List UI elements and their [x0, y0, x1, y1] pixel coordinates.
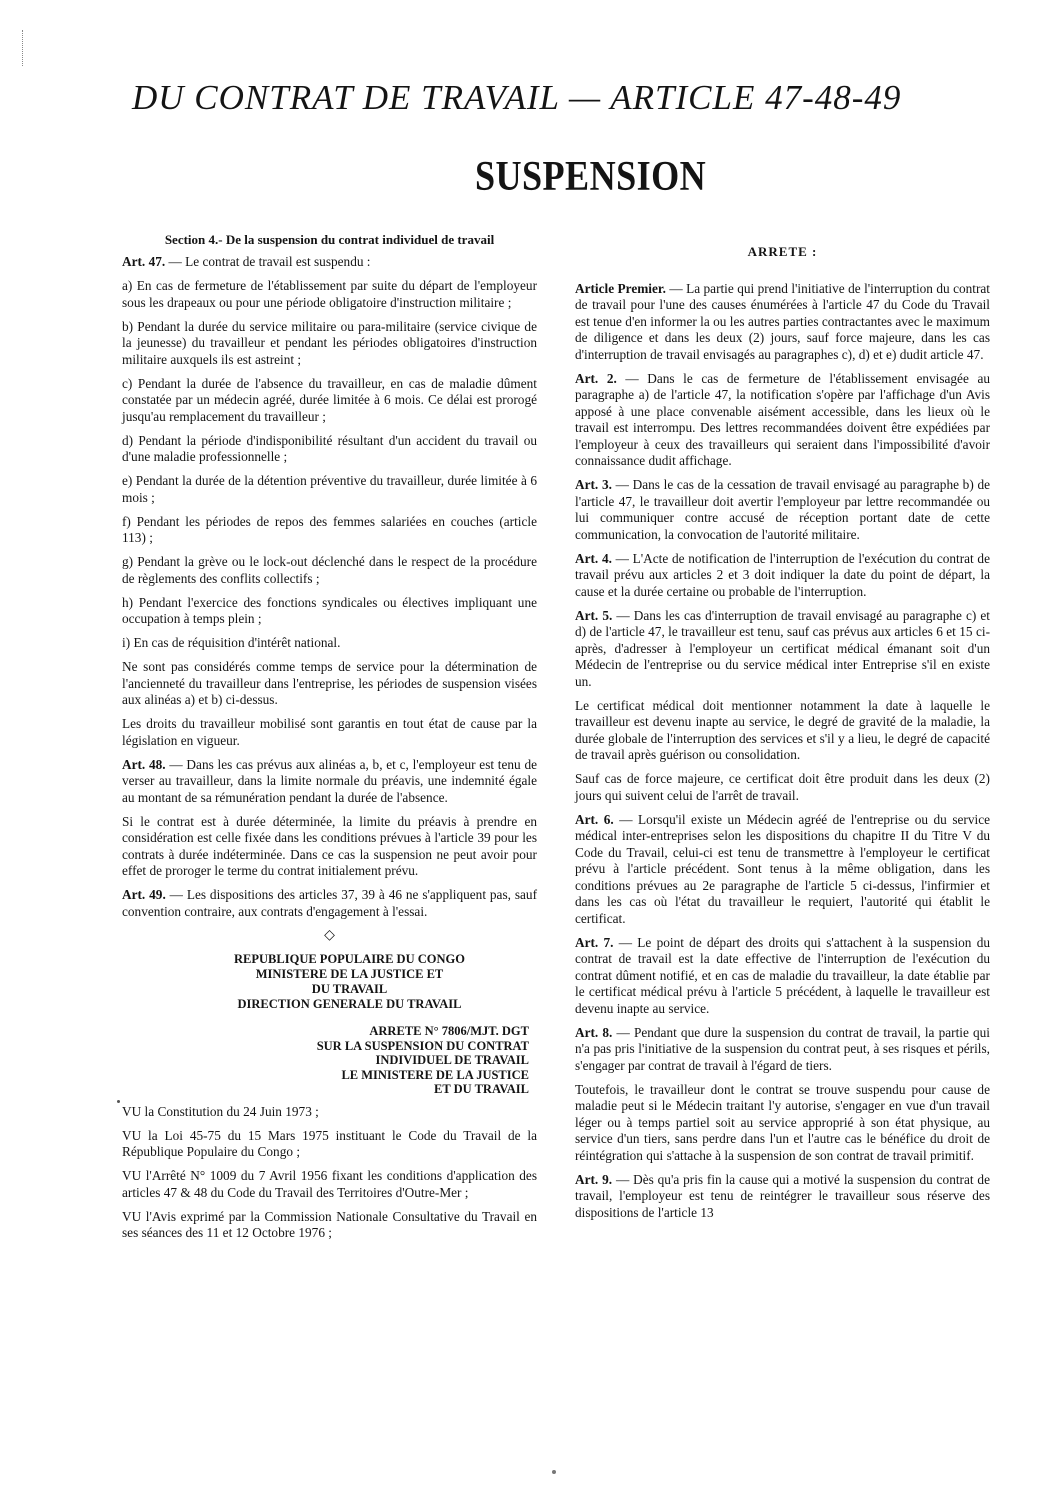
- article-47-item-h: h) Pendant l'exercice des fonctions syndicales ou électives impliquant une occupation à temps plein ;: [122, 594, 537, 626]
- vu-clause: VU la Constitution du 24 Juin 1973 ;: [122, 1103, 319, 1119]
- arrete-ref-line: ET DU TRAVAIL: [434, 1082, 529, 1096]
- article-6: [575, 812, 990, 928]
- article-47-item-a: a) En cas de fermeture de l'établissement par suite du départ de l'employeur sous les drapeaux ou pour une période obligatoire d'instruction militaire ;: [122, 278, 537, 310]
- article-label: Art. 9.: [575, 1171, 613, 1187]
- article-label: Article Premier.: [575, 280, 666, 296]
- margin-dot: [117, 1100, 120, 1103]
- article-47-item-f: f) Pendant les périodes de repos des femmes salariées en couches (article 113) ;: [122, 513, 537, 545]
- article-49: [122, 887, 537, 920]
- article-47-text: — Le contrat de travail est suspendu :: [165, 254, 371, 269]
- vu-clause: VU la Loi 45-75 du 15 Mars 1975 instituant le Code du Travail de la République Populaire du Congo ;: [122, 1127, 537, 1159]
- ministry-line: REPUBLIQUE POPULAIRE DU CONGO: [234, 952, 465, 966]
- section-title: Section 4.- De la suspension du contrat individuel de travail: [164, 232, 495, 247]
- ministry-line: DIRECTION GENERALE DU TRAVAIL: [237, 997, 462, 1011]
- article-47-para-1: Ne sont pas considérés comme temps de service pour la détermination de l'ancienneté du travailleur dans l'entreprise, les périodes de suspension visées aux alinéas a) et b) ci-dessus.: [122, 659, 537, 707]
- page-header: [0, 78, 1060, 213]
- article-48-para: Si le contrat est à durée déterminée, la limite du préavis à prendre en considération est celle fixée dans les conditions prévues à l'article 39 pour les contrats à durée indéterminée. Dans ce cas la suspension ne peut avoir pour effet de proroger le terme du contrat initialement prévu.: [122, 813, 537, 878]
- ministry-header: [122, 952, 537, 1012]
- article-48: [122, 757, 537, 807]
- arrete-ref-line: INDIVIDUEL DE TRAVAIL: [375, 1053, 529, 1067]
- article-label: Art. 6.: [575, 811, 614, 827]
- arrete-heading: ARRETE :: [747, 244, 818, 259]
- article-text: — Dans le cas de fermeture de l'établissement envisagée au paragraphe a) de l'article 47, la notification s'opère par l'affichage d'un Avis apposé à une place convenable aisément accessible, dans les lieux où le travail est interrompu. Des lettres recommandées doivent être expédiées par l'employeur à ceux des travailleurs qui seraient dans l'impossibilité d'avoir connaissance dudit affichage.: [575, 370, 990, 468]
- article-48-text: — Dans les cas prévus aux alinéas a, b, et c, l'employeur est tenu de verser au travailleur, dans la limite normale du préavis, une indemnité égale au montant de sa rémunération pendant la durée de l'absence.: [122, 756, 538, 805]
- article-9: [575, 1172, 990, 1222]
- article-5-para-3: Sauf cas de force majeure, ce certificat doit être produit dans les deux (2) jours qui suivent celui de l'arrêt de travail.: [575, 771, 990, 803]
- article-48-label: Art. 48.: [122, 756, 166, 772]
- arrete-ref-line: LE MINISTERE DE LA JUSTICE: [341, 1067, 529, 1082]
- ministry-line: MINISTERE DE LA JUSTICE ET: [255, 967, 444, 981]
- page-title: SUSPENSION: [475, 154, 707, 200]
- right-column: [575, 232, 990, 1229]
- bottom-mark: [552, 1470, 556, 1474]
- article-49-text: — Les dispositions des articles 37, 39 à 46 ne s'appliquent pas, sauf convention contraire, aux contrats d'engagement à l'essai.: [122, 887, 538, 919]
- article-label: Art. 5.: [575, 607, 613, 623]
- article-3: [575, 477, 990, 543]
- vu-clause: VU l'Avis exprimé par la Commission Nationale Consultative du Travail en ses séances des 11 et 12 Octobre 1976 ;: [122, 1208, 537, 1240]
- article-text: — L'Acte de notification de l'interruption de l'exécution du contrat de travail prévu aux articles 2 et 3 doit indiquer la date du point de départ, la cause et la durée certaine ou probable de l'interruption.: [575, 550, 990, 599]
- margin-mark: [22, 30, 29, 66]
- article-2: [575, 371, 990, 470]
- article-47-label: Art. 47.: [122, 254, 166, 269]
- article-8-para-2: Toutefois, le travailleur dont le contrat se trouve suspendu pour cause de maladie peut si le Médecin traitant l'y autorise, s'engager en vue d'un travail léger ou à temps partiel soit au service approprié à son état physique, au service d'un tiers, sans perdre dans l'un et l'autre cas le bénéfice du droit de réintégration qui s'attache à la suspension de son contrat de travail primitif.: [575, 1081, 990, 1163]
- article-text: — Dans le cas de la cessation de travail envisagé au paragraphe b) de l'article 47, le travailleur doit avertir l'employeur par lettre recommandée ou lui communiquer contre accusé de réception portant date de cette communication, la convocation de l'autorité militaire.: [575, 477, 991, 542]
- article-47-item-i: i) En cas de réquisition d'intérêt national.: [122, 635, 341, 650]
- arrete-ref-line: SUR LA SUSPENSION DU CONTRAT: [316, 1038, 529, 1053]
- article-8: [575, 1025, 990, 1075]
- article-4: [575, 551, 990, 601]
- left-column: [122, 232, 537, 1249]
- article-47-item-e: e) Pendant la durée de la détention préventive du travailleur, durée limitée à 6 mois ;: [122, 473, 537, 505]
- article-47-item-c: c) Pendant la durée de l'absence du travailleur, en cas de maladie dûment constatée par un médecin agréé, durée limitée à 6 mois. Ce délai est prorogé jusqu'au remplacement du travailleur ;: [122, 375, 537, 424]
- header-line: DU CONTRAT DE TRAVAIL — ARTICLE 47-48-49: [132, 78, 902, 117]
- ministry-line: DU TRAVAIL: [311, 982, 388, 996]
- article-label: Art. 4.: [575, 550, 612, 566]
- article-text: — Pendant que dure la suspension du contrat de travail, la partie qui n'a pas pris l'initiative de la suspension du contrat peut, à ses risques et périls, s'engager par contrat de travail à l'égard de tiers.: [575, 1024, 990, 1073]
- article-text: — Dans les cas d'interruption de travail envisagé au paragraphe c) et d) de l'article 47, le travailleur est tenu, sauf cas prévus aux articles 6 et 15 ci-après, d'adresser à l'employeur un certificat médical émanant soit d'un Médecin de l'entreprise ou du service médical inter Entreprise s'il en existe un.: [575, 607, 990, 689]
- article-premier: [575, 281, 990, 364]
- arrete-ref-line: ARRETE N° 7806/MJT. DGT: [369, 1024, 529, 1038]
- article-text: — Lorsqu'il existe un Médecin agréé de l'entreprise ou du service médical inter-entreprises selon les dispositions du chapitre II du Titre V du Code du Travail, celui-ci est tenu de transmettre à l'employeur le certificat prévu à l'article précédent. Sont tenus à la même obligation, dans les conditions prévues au 2e paragraphe de l'article 5 ci-dessus, l'infirmier et dans les cas où l'état du travailleur le requiert, l'autorité qui établit le certificat.: [575, 811, 990, 926]
- article-7: [575, 935, 990, 1018]
- vu-clause: VU l'Arrêté N° 1009 du 7 Avril 1956 fixant les conditions d'application des articles 47 & 48 du Code du Travail des Territoires d'Outre-Mer ;: [122, 1168, 537, 1200]
- arrete-reference: [122, 1024, 537, 1097]
- article-text: — Le point de départ des droits qui s'attachent à la suspension du contrat de travail est la date effective de l'interruption de l'exécution du contrat dûment notifié, et en cas de maladie du travailleur, la date établie par le certificat médical prévu à l'article 5 précédent, à laquelle le travailleur est devenu inapte au service.: [575, 934, 990, 1016]
- article-label: Art. 8.: [575, 1024, 613, 1040]
- diamond-separator: ◇: [324, 927, 335, 943]
- article-label: Art. 3.: [575, 477, 612, 492]
- article-47-intro: [122, 254, 537, 271]
- article-5: [575, 608, 990, 691]
- article-49-label: Art. 49.: [122, 887, 166, 902]
- article-47-item-d: d) Pendant la période d'indisponibilité résultant d'un accident du travail ou d'une maladie professionnelle ;: [122, 432, 537, 464]
- article-label: Art. 2.: [575, 370, 617, 386]
- article-47-item-b: b) Pendant la durée du service militaire ou para-militaire (service civique de la jeunesse) du travailleur et pendant les périodes obligatoires d'instruction militaire auxquels ils est astreint ;: [122, 318, 537, 367]
- article-text: — La partie qui prend l'initiative de l'interruption du contrat de travail pour l'une des causes énumérées à l'article 47 du Code du Travail est tenue d'en informer la ou les autres parties contractantes avec le maximum de diligence et dans les deux (2) jours, sauf force majeure, dans les cas d'interruption de travail envisagés au paragraphes c), d) et e) dudit article 47.: [575, 280, 991, 362]
- article-5-para-2: Le certificat médical doit mentionner notamment la date à laquelle le travailleur est devenu inapte au service, le degré de gravité de la maladie, la durée globale de l'interruption des services et s'il y a lieu, le degré de capacité de travail après guérison ou consolidation.: [575, 697, 990, 762]
- article-47-item-g: g) Pendant la grève ou le lock-out déclenché dans le respect de la procédure de règlements des conflits collectifs ;: [122, 554, 537, 586]
- article-47-para-2: Les droits du travailleur mobilisé sont garantis en tout état de cause par la législation en vigueur.: [122, 716, 537, 748]
- article-label: Art. 7.: [575, 934, 614, 950]
- article-text: — Dès qu'a pris fin la cause qui a motivé la suspension du contrat de travail, l'employeur est tenu de reintégrer le travailleur sous réserve des dispositions de l'article 13: [575, 1171, 990, 1220]
